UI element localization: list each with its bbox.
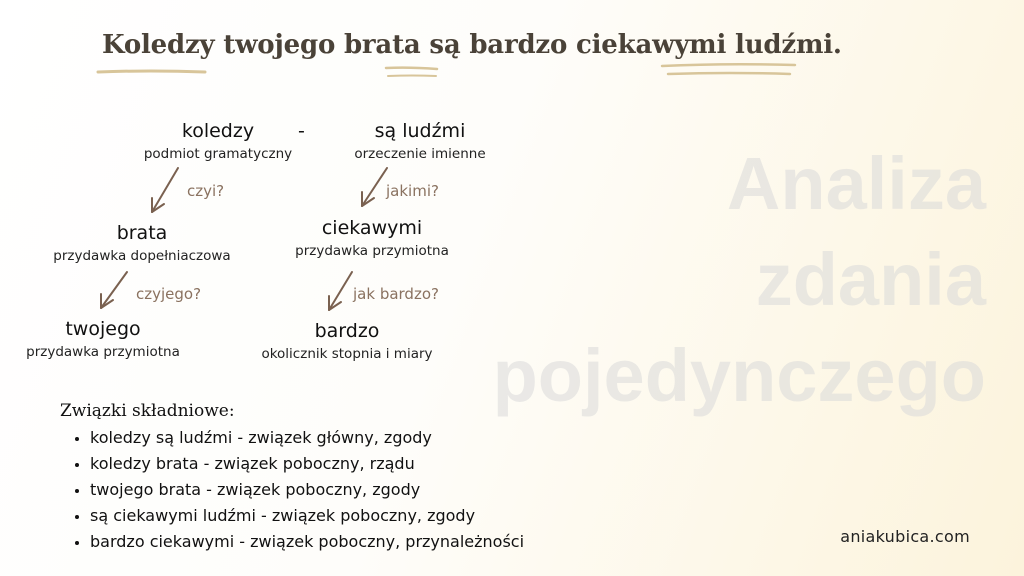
list-item: • twojego brata - związek poboczny, zgody xyxy=(90,479,524,505)
underline-sa-2 xyxy=(388,76,436,77)
node-word: brata xyxy=(116,222,168,244)
node-ciekawymi xyxy=(272,217,472,259)
question-label: jak bardzo? xyxy=(353,285,439,303)
background-title-line: zdania xyxy=(755,238,986,321)
node-word: twojego xyxy=(65,318,141,340)
underline-sa xyxy=(386,68,437,69)
node-sa-ludzmi xyxy=(320,120,520,162)
question-label: czyi? xyxy=(187,182,225,200)
links-heading: Związki składniowe: xyxy=(60,401,235,421)
question-label: czyjego? xyxy=(136,285,202,303)
links-list xyxy=(72,427,524,557)
node-word: ciekawymi xyxy=(321,217,423,239)
node-role: przydawka przymiotna xyxy=(295,243,449,259)
underline-ludzmi-2 xyxy=(668,73,790,74)
node-word: bardzo xyxy=(314,320,380,342)
title-underlines xyxy=(98,64,795,76)
node-koledzy xyxy=(118,120,318,162)
arrow-icon xyxy=(329,272,352,310)
list-item: • koledzy brata - związek poboczny, rządu xyxy=(90,453,524,479)
node-twojego xyxy=(8,318,198,360)
list-item: • są ciekawymi ludźmi - związek poboczny, zgody xyxy=(90,505,524,531)
node-role: orzeczenie imienne xyxy=(354,146,486,162)
node-role: okolicznik stopnia i miary xyxy=(261,346,433,362)
website-label: aniakubica.com xyxy=(840,527,970,546)
arrow-icon xyxy=(152,168,178,212)
underline-koledzy xyxy=(98,71,205,72)
node-brata xyxy=(32,222,252,264)
underline-ludzmi xyxy=(662,64,795,66)
node-word: są ludźmi xyxy=(374,120,466,142)
list-item: • koledzy są ludźmi - związek główny, zgody xyxy=(90,427,524,453)
node-role: przydawka przymiotna xyxy=(26,344,180,360)
node-word: koledzy xyxy=(181,120,255,142)
arrow-icon xyxy=(362,168,387,206)
background-title-line: pojedynczego xyxy=(492,334,986,417)
dash: - xyxy=(298,120,305,142)
node-role: podmiot gramatyczny xyxy=(143,146,293,162)
background-title xyxy=(466,136,986,424)
question-label: jakimi? xyxy=(386,182,439,200)
node-bardzo xyxy=(238,320,456,362)
node-role: przydawka dopełniaczowa xyxy=(53,248,231,264)
background-title-line: Analiza xyxy=(726,142,986,225)
sentence-title: Koledzy twojego brata są bardzo ciekawymi ludźmi. xyxy=(102,30,842,60)
list-item: • bardzo ciekawymi - związek poboczny, przynależności xyxy=(90,531,524,557)
arrow-icon xyxy=(101,272,127,308)
